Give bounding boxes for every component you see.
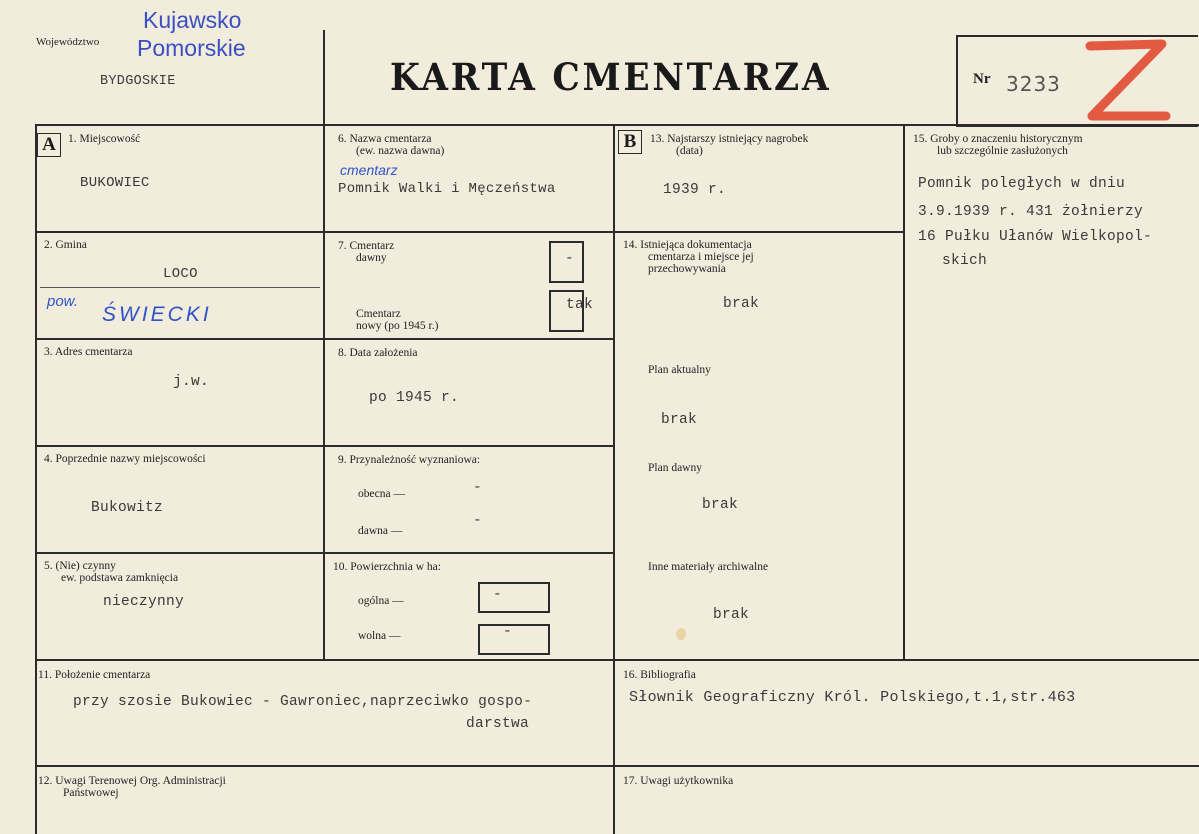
field-9-obecna-label: obecna — [358,488,405,500]
field-14-label-line1: 14. Istniejąca dokumentacja [623,239,752,251]
field-10-wolna-value: - [503,624,513,640]
inne-materialy-label: Inne materiały archiwalne [648,561,769,573]
plan-aktualny-value: brak [661,412,698,428]
field-6-value: Pomnik Walki i Męczeństwa [338,181,556,197]
field-17-label: 17. Uwagi użytkownika [623,775,734,787]
field-10-ogolna-value: - [493,587,503,603]
field-9-obecna-value: - [473,480,483,496]
divider [35,231,903,233]
field-1-label: 1. Miejscowość [68,133,141,145]
ink-spot [676,628,686,640]
divider [35,659,1199,661]
field-7-label-line1: 7. Cmentarz [338,240,395,252]
field-5-label-line1: 5. (Nie) czynny [44,560,116,572]
field-5-label-line2: ew. podstawa zamknięcia [61,572,179,584]
field-16-label: 16. Bibliografia [623,669,696,681]
field-11-value-line2: darstwa [466,716,530,732]
field-7-nowy-value: tak [566,297,594,313]
divider [35,765,1199,767]
field-2-hand-value: ŚWIECKI [102,303,212,326]
field-13-label-line1: 13. Najstarszy istniejący nagrobek [650,133,809,145]
field-16-value: Słownik Geograficzny Król. Polskiego,t.1,str.463 [629,689,1076,706]
divider [323,30,325,660]
field-14-value: brak [723,296,760,312]
field-1-value: BUKOWIEC [80,175,150,191]
field-9-label: 9. Przynależność wyznaniowa: [338,454,481,466]
field-7-dawny-value: - [565,251,575,267]
field-10-wolna-box [478,624,550,655]
field-14-label-line2: cmentarza i miejsce jej [648,251,754,263]
field-12-label-line2: Państwowej [63,787,119,799]
field-3-label: 3. Adres cmentarza [44,346,133,358]
divider [35,445,615,447]
field-2-value: LOCO [163,266,198,282]
plan-aktualny-label: Plan aktualny [648,364,711,376]
field-3-value: j.w. [173,374,210,390]
field-7-nowy-label-line2: nowy (po 1945 r.) [356,320,439,332]
plan-dawny-label: Plan dawny [648,462,702,474]
wojewodztwo-label: Województwo [36,36,100,48]
field-12-label-line1: 12. Uwagi Terenowej Org. Administracji [38,775,226,787]
field-10-label: 10. Powierzchnia w ha: [333,561,441,573]
field-8-label: 8. Data założenia [338,347,418,359]
field-5-value: nieczynny [103,594,185,610]
field-4-label: 4. Poprzednie nazwy miejscowości [44,453,206,465]
field-13-value: 1939 r. [663,182,727,198]
wojewodztwo-stamp-line2: Pomorskie [137,35,246,61]
field-15-label-line1: 15. Groby o znaczeniu historycznym [913,133,1083,145]
field-10-wolna-label: wolna — [358,630,401,642]
field-13-label-line2: (data) [676,145,703,157]
field-15-label-line2: lub szczególnie zasłużonych [937,145,1068,157]
field-6-label-line2: (ew. nazwa dawna) [356,145,445,157]
field-7-label-line2: dawny [356,252,387,264]
divider [35,338,615,340]
nr-value: 3233 [1006,72,1061,96]
field-11-value-line1: przy szosie Bukowiec - Gawroniec,naprzeciwko gospo- [73,694,533,710]
section-b-letter: B [618,130,642,154]
field-15-value-line4: skich [942,253,988,269]
red-z-mark [1080,36,1172,128]
field-14-label-line3: przechowywania [648,263,726,275]
plan-dawny-value: brak [702,497,739,513]
field-15-value-line3: 16 Pułku Ułanów Wielkopol- [918,229,1153,245]
divider [40,287,320,288]
field-4-value: Bukowitz [91,500,164,516]
wojewodztwo-typed-value: BYDGOSKIE [100,74,176,89]
field-9-dawna-value: - [473,513,483,529]
field-10-ogolna-box [478,582,550,613]
field-7-nowy-label-line1: Cmentarz [356,308,401,320]
field-15-value-line1: Pomnik poległych w dniu [918,176,1126,192]
page-title: KARTA CMENTARZA [390,55,832,99]
field-2-hand-prefix: pow. [47,293,78,310]
field-11-label: 11. Położenie cmentarza [38,669,151,681]
section-a-letter: A [37,133,61,157]
wojewodztwo-stamp-line1: Kujawsko [143,7,242,33]
inne-materialy-value: brak [713,607,750,623]
field-8-value: po 1945 r. [369,390,460,406]
field-6-label-line1: 6. Nazwa cmentarza [338,133,432,145]
field-10-ogolna-label: ogólna — [358,595,404,607]
field-6-hand-note: cmentarz [340,162,398,178]
field-15-value-line2: 3.9.1939 r. 431 żołnierzy [918,204,1144,220]
field-9-dawna-label: dawna — [358,525,403,537]
divider [903,124,905,660]
nr-label: Nr [973,71,991,87]
divider [35,552,615,554]
field-2-label: 2. Gmina [44,239,87,251]
